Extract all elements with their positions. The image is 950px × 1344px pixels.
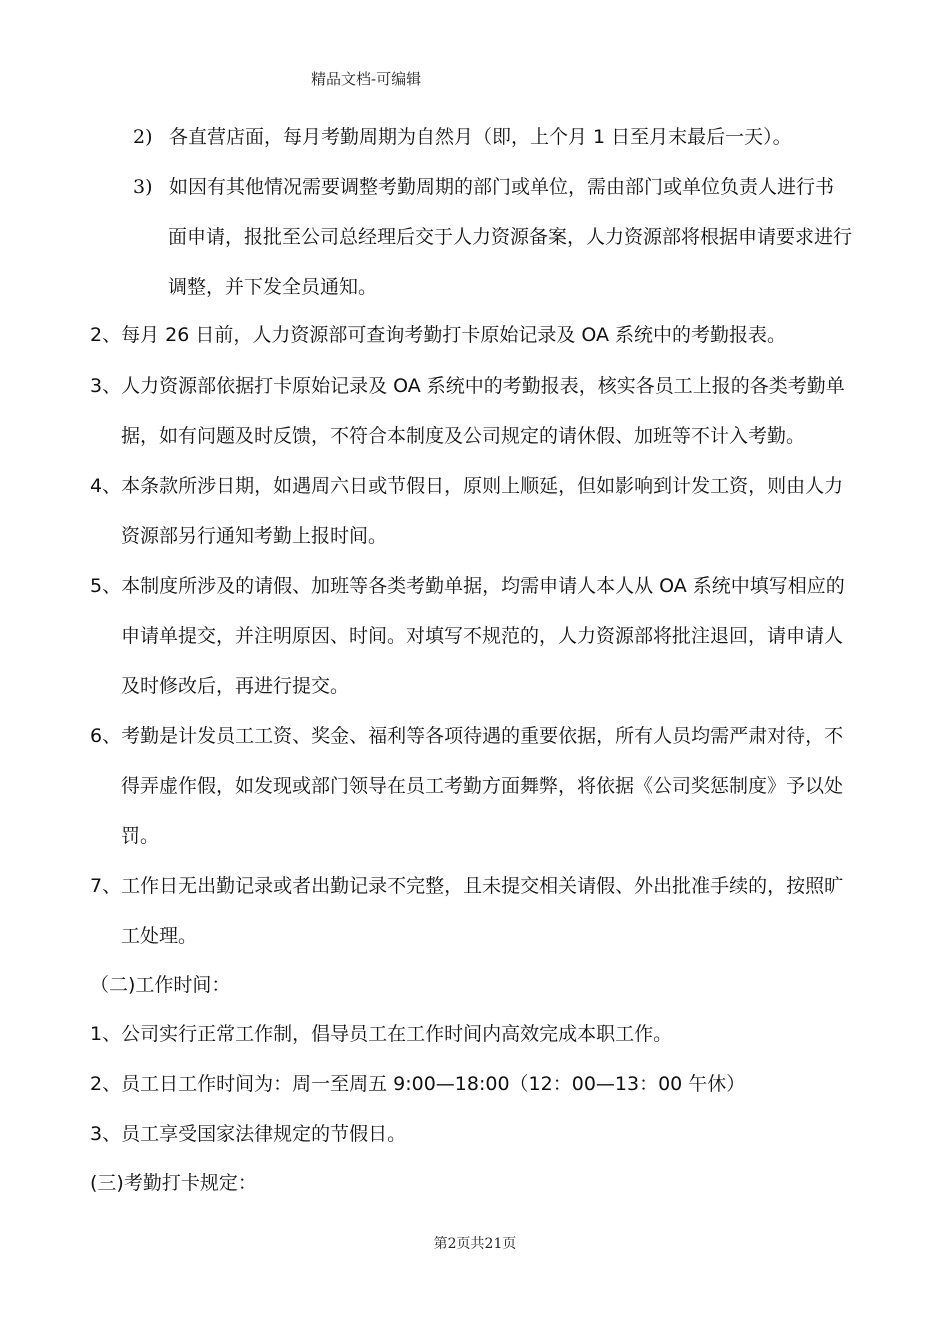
list-item-continuation: 及时修改后，再进行提交。 [121, 675, 350, 697]
work-time-item-2: 2、员工日工作时间为：周一至周五 9:00—18:00（12：00—13：00 午休） [90, 1073, 746, 1095]
sub-item-text: 各直营店面，每月考勤周期为自然月（即，上个月 1 日至月末最后一天）。 [169, 126, 792, 148]
list-item-continuation: 资源部另行通知考勤上报时间。 [121, 525, 388, 547]
sub-item-continuation: 面申请，报批至公司总经理后交于人力资源备案，人力资源部将根据申请要求进行 [168, 226, 853, 248]
list-item-4: 4、本条款所涉日期，如遇周六日或节假日，原则上顺延，但如影响到计发工资，则由人力 [90, 475, 844, 497]
section-heading-work-time: （二)工作时间： [90, 974, 231, 996]
sub-item-number: 2) [133, 126, 153, 148]
list-item-5: 5、本制度所涉及的请假、加班等各类考勤单据，均需申请人本人从 OA 系统中填写相应的 [90, 575, 845, 597]
page-header: 精品文档-可编辑 [311, 70, 422, 88]
list-item-continuation: 申请单提交，并注明原因、时间。对填写不规范的，人力资源部将批注退回，请申请人 [121, 625, 844, 647]
sub-item-3 [133, 174, 834, 200]
section-heading-attendance-rules: (三)考勤打卡规定： [90, 1172, 257, 1194]
list-item-continuation: 罚。 [121, 825, 160, 847]
page-footer: 第2页共21页 [433, 1236, 517, 1252]
list-item-continuation: 工处理。 [121, 925, 198, 947]
list-item-2: 2、每月 26 日前，人力资源部可查询考勤打卡原始记录及 OA 系统中的考勤报表。 [90, 324, 787, 346]
sub-item-continuation: 调整，并下发全员通知。 [168, 276, 378, 298]
list-item-continuation: 据，如有问题及时反馈，不符合本制度及公司规定的请休假、加班等不计入考勤。 [121, 425, 806, 447]
sub-item-number: 3) [133, 176, 153, 198]
list-item-3: 3、人力资源部依据打卡原始记录及 OA 系统中的考勤报表，核实各员工上报的各类考勤单 [90, 375, 845, 397]
list-item-7: 7、工作日无出勤记录或者出勤记录不完整，且未提交相关请假、外出批准手续的，按照旷 [90, 875, 844, 897]
sub-item-2 [133, 124, 792, 150]
list-item-continuation: 得弄虚作假，如发现或部门领导在员工考勤方面舞弊，将依据《公司奖惩制度》予以处 [121, 775, 844, 797]
work-time-item-1: 1、公司实行正常工作制，倡导员工在工作时间内高效完成本职工作。 [90, 1023, 673, 1045]
work-time-item-3: 3、员工享受国家法律规定的节假日。 [90, 1123, 407, 1145]
sub-item-text: 如因有其他情况需要调整考勤周期的部门或单位，需由部门或单位负责人进行书 [169, 176, 835, 198]
list-item-6: 6、考勤是计发员工工资、奖金、福利等各项待遇的重要依据，所有人员均需严肃对待，不 [90, 725, 844, 747]
